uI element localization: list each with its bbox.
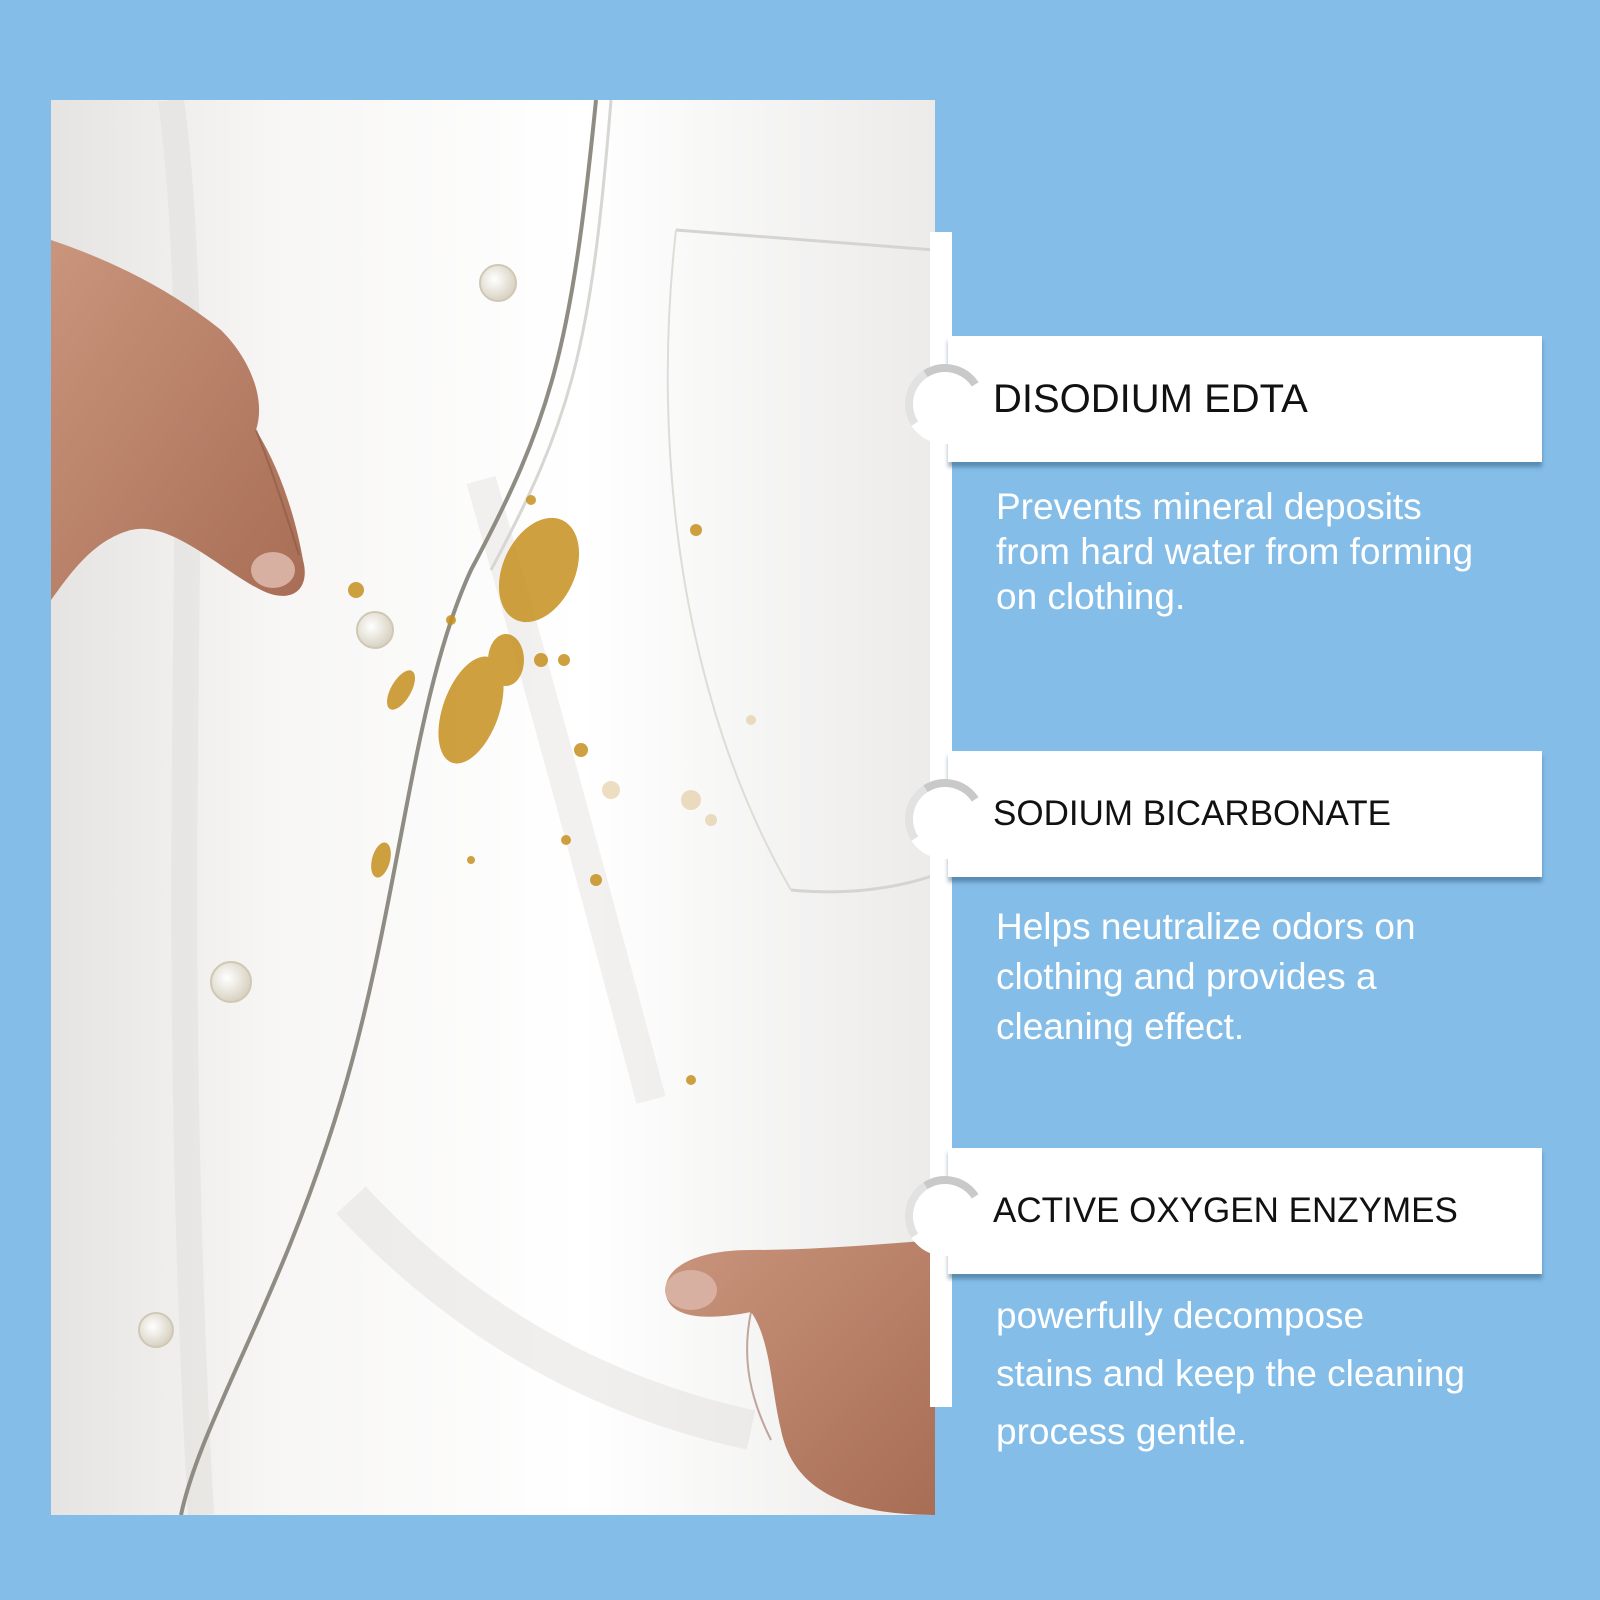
feature-title: SODIUM BICARBONATE xyxy=(993,794,1392,833)
description-line: stains and keep the cleaning xyxy=(996,1353,1466,1394)
description-line: process gentle. xyxy=(996,1411,1247,1452)
feature-card-sodium-bicarbonate xyxy=(948,751,1542,877)
description-line: on clothing. xyxy=(996,576,1186,617)
feature-title: ACTIVE OXYGEN ENZYMES xyxy=(993,1191,1458,1230)
shirt-illustration xyxy=(51,100,935,1515)
description-line: Prevents mineral deposits xyxy=(996,486,1422,527)
description-line: Helps neutralize odors on xyxy=(996,906,1416,947)
feature-title: DISODIUM EDTA xyxy=(993,377,1308,421)
feature-description-active-oxygen-enzymes xyxy=(996,1287,1556,1461)
description-line: powerfully decompose xyxy=(996,1295,1365,1336)
feature-card-disodium-edta xyxy=(948,336,1542,462)
stained-shirt-photo xyxy=(51,100,935,1515)
description-line: from hard water from forming xyxy=(996,531,1474,572)
description-line: cleaning effect. xyxy=(996,1006,1245,1047)
feature-description-sodium-bicarbonate xyxy=(996,902,1556,1052)
description-line: clothing and provides a xyxy=(996,956,1377,997)
feature-description-disodium-edta xyxy=(996,484,1556,619)
feature-card-active-oxygen-enzymes xyxy=(948,1148,1542,1274)
